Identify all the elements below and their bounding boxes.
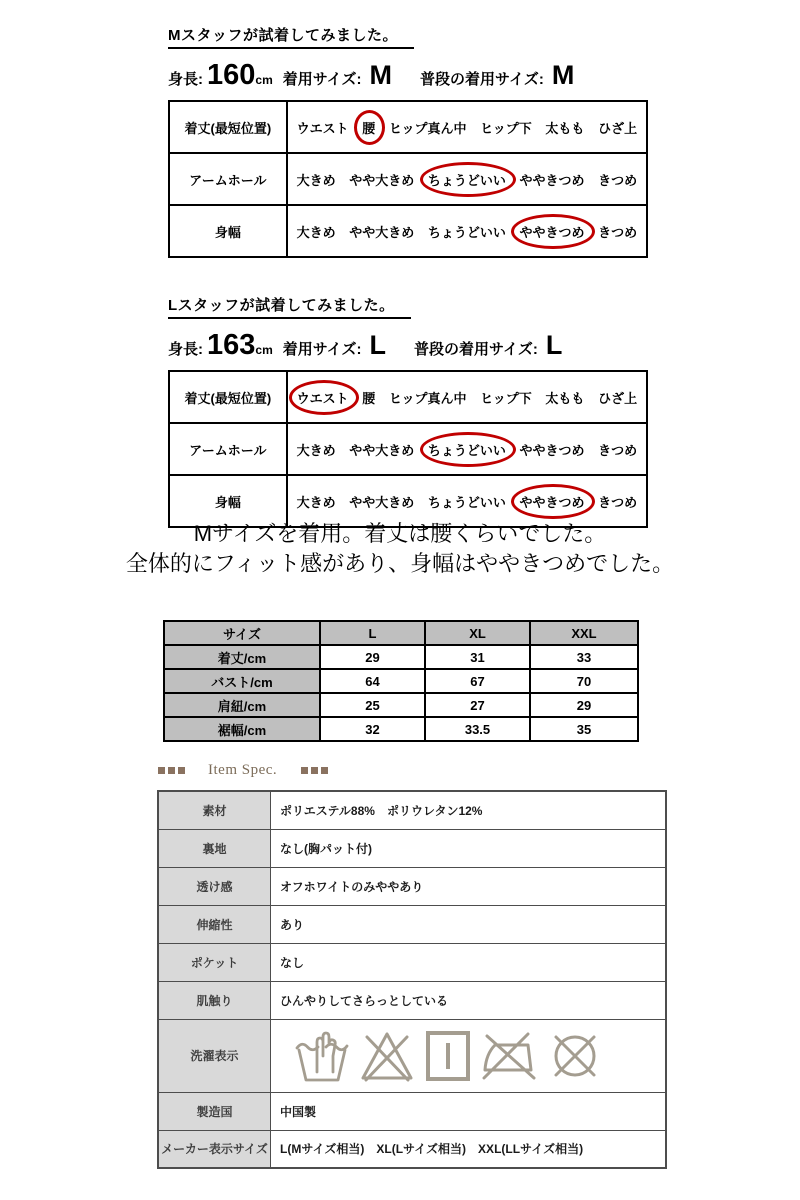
size-cell: 64 bbox=[320, 669, 425, 693]
fit-table-m bbox=[168, 100, 648, 258]
spec-label: 伸縮性 bbox=[158, 905, 271, 943]
size-table-row bbox=[164, 645, 638, 669]
size-row-label: 肩紐/cm bbox=[164, 693, 320, 717]
spec-value: なし(胸パット付) bbox=[271, 829, 667, 867]
size-table-row bbox=[164, 717, 638, 741]
fit-option: やや大きめ bbox=[349, 224, 415, 240]
fit-option: 大きめ bbox=[296, 494, 336, 510]
fit-row-options bbox=[287, 423, 647, 475]
worn-size-label: 着用サイズ: bbox=[282, 71, 362, 88]
spec-value: 中国製 bbox=[271, 1092, 667, 1130]
fit-option: ちょうどいい bbox=[427, 494, 506, 510]
fit-option: ウエスト bbox=[297, 388, 349, 407]
spec-value: ひんやりしてさらっとしている bbox=[271, 981, 667, 1019]
height-value: 163 bbox=[207, 329, 256, 361]
size-cell: 31 bbox=[425, 645, 530, 669]
size-row-label: 裾幅/cm bbox=[164, 717, 320, 741]
tryon-stats-m bbox=[168, 61, 648, 90]
spec-label: メーカー表示サイズ bbox=[158, 1130, 271, 1168]
spec-value: あり bbox=[271, 905, 667, 943]
height-label: 身長: bbox=[168, 71, 203, 88]
size-table-row bbox=[164, 669, 638, 693]
spec-value: L(Mサイズ相当) XL(Lサイズ相当) XXL(LLサイズ相当) bbox=[271, 1130, 667, 1168]
item-spec-title: Item Spec. bbox=[208, 762, 278, 778]
fit-row bbox=[169, 423, 647, 475]
fit-option: ひざ上 bbox=[598, 120, 638, 136]
fit-row-label: 身幅 bbox=[169, 475, 287, 527]
fit-option: 太もも bbox=[545, 390, 585, 406]
fit-row-label: 身幅 bbox=[169, 205, 287, 257]
spec-label: 裏地 bbox=[158, 829, 271, 867]
fit-option: やや大きめ bbox=[349, 172, 415, 188]
size-row-label: バスト/cm bbox=[164, 669, 320, 693]
spec-row bbox=[158, 867, 666, 905]
spec-row bbox=[158, 1092, 666, 1130]
fit-comment-line1: Mサイズを着用。着丈は腰くらいでした。 bbox=[193, 521, 607, 546]
drip-dry-icon bbox=[425, 1030, 471, 1082]
fit-row-options bbox=[287, 205, 647, 257]
size-table-header-row bbox=[164, 621, 638, 645]
tryon-section-l bbox=[168, 294, 648, 528]
worn-size-value: M bbox=[369, 60, 393, 90]
fit-option: ちょうどいい bbox=[428, 440, 506, 459]
fit-option: やや大きめ bbox=[349, 442, 415, 458]
no-bleach-icon bbox=[360, 1030, 414, 1082]
spec-label: 素材 bbox=[158, 791, 271, 829]
fit-option: ちょうどいい bbox=[428, 170, 506, 189]
fit-option: ややきつめ bbox=[519, 222, 584, 241]
item-spec-table bbox=[157, 790, 667, 1169]
height-unit: cm bbox=[255, 73, 273, 87]
fit-option: 腰 bbox=[362, 118, 375, 137]
fit-option: ヒップ下 bbox=[480, 390, 532, 406]
size-table-header: XL bbox=[425, 621, 530, 645]
size-cell: 25 bbox=[320, 693, 425, 717]
fit-table-l bbox=[168, 370, 648, 528]
fit-option: ヒップ真ん中 bbox=[388, 120, 467, 136]
fit-row-label: アームホール bbox=[169, 153, 287, 205]
fit-row-options bbox=[287, 101, 647, 153]
spec-label: 洗濯表示 bbox=[158, 1019, 271, 1092]
size-cell: 35 bbox=[530, 717, 638, 741]
spec-row bbox=[158, 905, 666, 943]
size-cell: 32 bbox=[320, 717, 425, 741]
fit-option: 太もも bbox=[545, 120, 585, 136]
fit-comment bbox=[0, 519, 800, 579]
size-cell: 33.5 bbox=[425, 717, 530, 741]
height-value: 160 bbox=[207, 59, 256, 91]
spec-value: オフホワイトのみややあり bbox=[271, 867, 667, 905]
fit-option: 大きめ bbox=[296, 442, 336, 458]
spec-label: ポケット bbox=[158, 943, 271, 981]
fit-row-options bbox=[287, 371, 647, 423]
spec-row bbox=[158, 791, 666, 829]
fit-row-label: アームホール bbox=[169, 423, 287, 475]
spec-value: ポリエステル88% ポリウレタン12% bbox=[271, 791, 667, 829]
size-table-header: XXL bbox=[530, 621, 638, 645]
fit-row-options bbox=[287, 153, 647, 205]
fit-option: ヒップ下 bbox=[480, 120, 532, 136]
tryon-heading-m: Mスタッフが試着してみました。 bbox=[168, 24, 414, 49]
fit-option: 大きめ bbox=[296, 172, 336, 188]
fit-option: ヒップ真ん中 bbox=[388, 390, 467, 406]
usual-size-label: 普段の着用サイズ: bbox=[414, 341, 538, 358]
spec-label: 製造国 bbox=[158, 1092, 271, 1130]
usual-size-value: L bbox=[545, 330, 563, 360]
size-cell: 70 bbox=[530, 669, 638, 693]
tryon-heading-l: Lスタッフが試着してみました。 bbox=[168, 294, 411, 319]
tryon-stats-l bbox=[168, 331, 648, 360]
size-table-row bbox=[164, 693, 638, 717]
squares-decoration-icon bbox=[301, 767, 331, 774]
fit-option: 腰 bbox=[362, 390, 376, 406]
size-cell: 67 bbox=[425, 669, 530, 693]
fit-row-label: 着丈(最短位置) bbox=[169, 371, 287, 423]
spec-row bbox=[158, 1130, 666, 1168]
item-spec-header bbox=[158, 762, 331, 779]
fit-option: ややきつめ bbox=[519, 172, 585, 188]
height-unit: cm bbox=[255, 343, 273, 357]
size-cell: 29 bbox=[320, 645, 425, 669]
size-table-header: サイズ bbox=[164, 621, 320, 645]
no-iron-icon bbox=[482, 1030, 538, 1082]
fit-comment-line2: 全体的にフィット感があり、身幅はややきつめでした。 bbox=[125, 551, 675, 576]
worn-size-value: L bbox=[369, 330, 387, 360]
fit-row bbox=[169, 101, 647, 153]
spec-row bbox=[158, 981, 666, 1019]
size-cell: 29 bbox=[530, 693, 638, 717]
fit-option: ひざ上 bbox=[598, 390, 638, 406]
fit-option: きつめ bbox=[598, 494, 638, 510]
size-cell: 27 bbox=[425, 693, 530, 717]
fit-option: ウエスト bbox=[296, 120, 349, 136]
spec-row bbox=[158, 829, 666, 867]
fit-option: きつめ bbox=[598, 224, 638, 240]
spec-label: 肌触り bbox=[158, 981, 271, 1019]
fit-option: ややきつめ bbox=[519, 442, 585, 458]
height-label: 身長: bbox=[168, 341, 203, 358]
usual-size-label: 普段の着用サイズ: bbox=[420, 71, 544, 88]
fit-row bbox=[169, 205, 647, 257]
fit-option: きつめ bbox=[598, 442, 638, 458]
fit-option: ややきつめ bbox=[519, 492, 584, 511]
fit-option: きつめ bbox=[598, 172, 638, 188]
spec-label: 透け感 bbox=[158, 867, 271, 905]
laundry-symbols bbox=[280, 1030, 659, 1082]
fit-option: ちょうどいい bbox=[427, 224, 506, 240]
size-row-label: 着丈/cm bbox=[164, 645, 320, 669]
no-dry-clean-icon bbox=[549, 1030, 601, 1082]
size-table bbox=[163, 620, 639, 742]
spec-row-laundry bbox=[158, 1019, 666, 1092]
worn-size-label: 着用サイズ: bbox=[282, 341, 362, 358]
spec-row bbox=[158, 943, 666, 981]
fit-option: やや大きめ bbox=[349, 494, 415, 510]
size-cell: 33 bbox=[530, 645, 638, 669]
spec-value: なし bbox=[271, 943, 667, 981]
usual-size-value: M bbox=[551, 60, 575, 90]
fit-row-label: 着丈(最短位置) bbox=[169, 101, 287, 153]
hand-wash-icon bbox=[295, 1030, 349, 1082]
fit-row bbox=[169, 153, 647, 205]
squares-decoration-icon bbox=[158, 767, 188, 774]
size-table-header: L bbox=[320, 621, 425, 645]
tryon-section-m bbox=[168, 24, 648, 258]
fit-option: 大きめ bbox=[296, 224, 336, 240]
fit-row bbox=[169, 371, 647, 423]
